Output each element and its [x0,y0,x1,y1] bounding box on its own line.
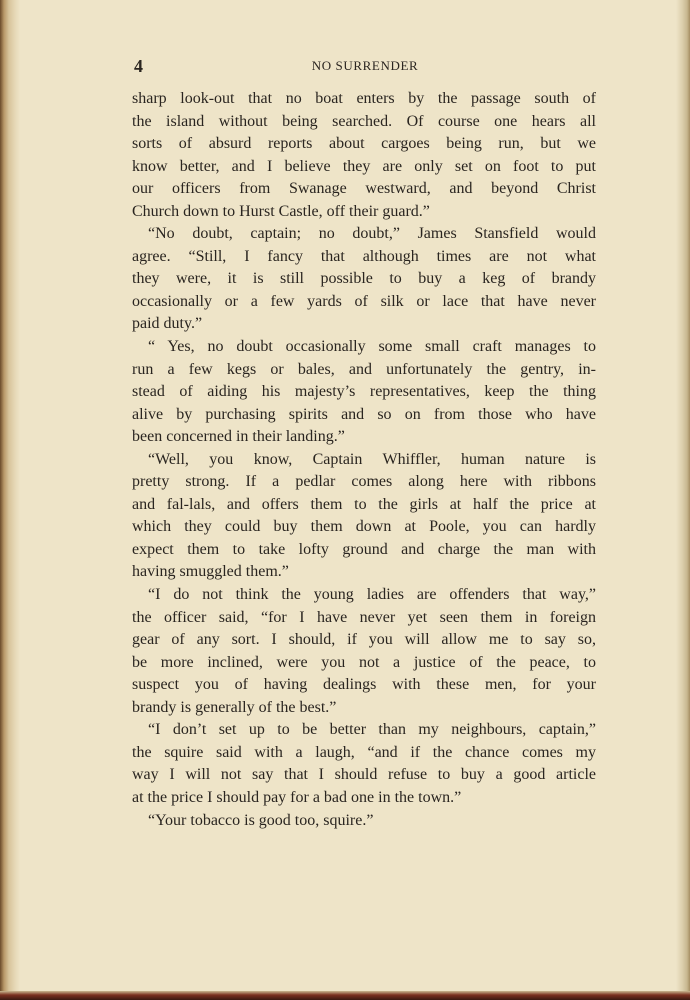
text-line: “I don’t set up to be better than my neighbours, captain,” [148,721,596,739]
text-line: “Your tobacco is good too, squire.” [148,811,374,829]
text-line: and fal-lals, and offers them to the girls at half the price at [132,495,596,513]
text-line: alive by purchasing spirits and so on from those who have [132,405,596,423]
page-binding-edge [0,0,20,1000]
text-line: the squire said with a laugh, “and if the chance comes my [132,743,596,761]
text-line: occasionally or a few yards of silk or lace that have never [132,292,596,310]
text-line: “No doubt, captain; no doubt,” James Stansfield would [148,225,596,243]
text-line: “ Yes, no doubt occasionally some small craft manages to [148,338,596,356]
page-right-edge [676,0,690,1000]
text-line: run a few kegs or bales, and unfortunately the gentry, in- [132,360,596,378]
text-line: brandy is generally of the best.” [132,698,337,716]
text-line: sorts of absurd reports about cargoes being run, but we [132,135,596,153]
text-line: sharp look-out that no boat enters by the passage south of [132,90,596,107]
text-line: know better, and I believe they are only set on foot to put [132,157,596,175]
text-line: way I will not say that I should refuse to buy a good article [132,766,596,784]
text-line: which they could buy them down at Poole, you can hardly [132,518,596,536]
text-line: been concerned in their landing.” [132,428,345,446]
text-line: be more inclined, were you not a justice of the peace, to [132,653,596,671]
text-line: Church down to Hurst Castle, off their guard.” [132,202,430,220]
text-line: at the price I should pay for a bad one in the town.” [132,788,462,806]
body-text [132,88,596,832]
page-bottom-band [0,991,690,1000]
text-line: our officers from Swanage westward, and beyond Christ [132,180,596,198]
text-line: “I do not think the young ladies are offenders that way,” [148,586,596,604]
text-line: having smuggled them.” [132,563,289,581]
text-line: “Well, you know, Captain Whiffler, human nature is [148,450,596,468]
text-line: the island without being searched. Of course one hears all [132,112,596,130]
text-line: pretty strong. If a pedlar comes along here with ribbons [132,473,596,491]
text-line: the officer said, “for I have never yet seen them in foreign [132,608,596,626]
text-line: stead of aiding his majesty’s representatives, keep the thing [132,383,596,401]
text-line: agree. “Still, I fancy that although times are not what [132,247,596,265]
page-header [132,56,598,78]
text-line: expect them to take lofty ground and charge the man with [132,540,596,558]
running-head: NO SURRENDER [311,58,419,73]
text-line: they were, it is still possible to buy a keg of brandy [132,270,596,288]
text-line: suspect you of having dealings with these men, for your [132,676,596,694]
page-number: 4 [134,56,143,76]
text-line: gear of any sort. I should, if you will allow me to say so, [132,631,596,649]
text-line: paid duty.” [132,315,203,333]
